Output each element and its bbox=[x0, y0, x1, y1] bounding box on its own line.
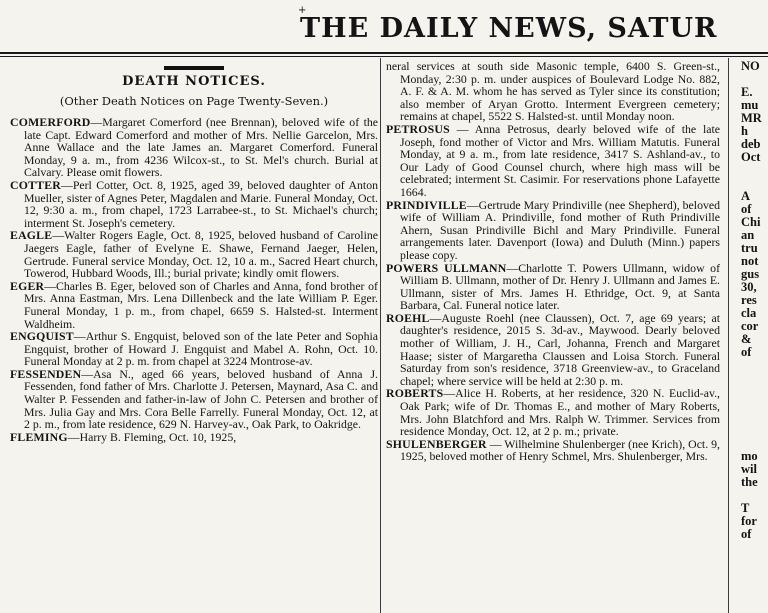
deceased-name: COMERFORD bbox=[10, 115, 91, 129]
cropped-line: mu bbox=[741, 98, 759, 112]
deceased-name: EGER bbox=[10, 278, 45, 293]
deceased-name: FLEMING bbox=[10, 429, 68, 444]
section-header-bar bbox=[164, 66, 224, 70]
column-divider-1 bbox=[380, 58, 381, 613]
cropped-line: cor bbox=[741, 319, 759, 333]
deceased-name: COTTER bbox=[10, 177, 62, 192]
deceased-name: EAGLE bbox=[10, 228, 53, 243]
cropped-line: & bbox=[741, 332, 752, 346]
cropped-line: A bbox=[741, 189, 751, 203]
notice-text: —Walter Rogers Eagle, Oct. 8, 1925, beloved husband of Caroline Jaegers Eagle, father of Evelyne E. Shawe, Fernand Jaeger, Helen, Gertrude. Funeral service Monday, Oct. 12, 10 a. m., Sacred Heart church, Towerod, Hubbard Woods, Ill.; burial private; kindly omit flowers. bbox=[24, 228, 378, 281]
cropped-line: E. bbox=[741, 85, 753, 99]
masthead-mark: + bbox=[298, 5, 307, 16]
death-notice bbox=[386, 438, 720, 463]
cropped-line: for bbox=[741, 514, 757, 528]
cropped-line: tru bbox=[741, 241, 758, 255]
newspaper-masthead: THE DAILY NEWS, SATUR bbox=[300, 13, 718, 44]
notice-text: —Charles B. Eger, beloved son of Charles and Anna, fond brother of Mrs. Anna Eastman, Mrs. Lena Dillenbeck and the late William P. Eger. Funeral Monday, 1 p. m., from chapel, 6659 S. Halsted-st. Interment Waldheim. bbox=[24, 278, 378, 331]
cropped-line: of bbox=[741, 527, 752, 541]
cropped-line bbox=[741, 385, 768, 398]
deceased-name: ENGQUIST bbox=[10, 329, 74, 344]
death-notice bbox=[10, 116, 378, 179]
notice-text: —Perl Cotter, Oct. 8, 1925, aged 39, beloved daughter of Anton Mueller, sister of Agnes Peter, Magdalen and Marie. Funeral Monday, Oct. 12, 9:30 a. m., from chapel, 1723 Larrabee-st., to St. Michael's church; interment St. Joseph's cemetery. bbox=[24, 177, 378, 230]
cropped-line: MR bbox=[741, 111, 762, 125]
cropped-line bbox=[741, 372, 768, 385]
notice-text: —Arthur S. Engquist, beloved son of the late Peter and Sophia Engquist, brother of Howard J. Engquist and Mabel A. Rohn, Oct. 10. Funeral Monday at 2 p. m. from chapel at 3224 Montrose-av. bbox=[24, 329, 378, 369]
deceased-name: PETROSUS bbox=[386, 121, 450, 136]
cropped-line: h bbox=[741, 124, 748, 138]
death-notice bbox=[10, 368, 378, 431]
cropped-line: NO bbox=[741, 60, 760, 73]
deceased-name: ROBERTS bbox=[386, 386, 444, 401]
notice-text: —Asa N., aged 66 years, beloved husband of Anna J. Fessenden, fond father of Mrs. Charlotte J. Petersen, Maynard, Asa C. and Walter P. Fessenden and father-in-law of John C. Petersen and brother of Mrs. Julia Gay and Mrs. Cora Belle Farrelly. Funeral Monday, Oct. 12, at 2 p. m., from late residence, 629 N. Harvey-av., Oak Park, to Oakridge. bbox=[24, 366, 378, 432]
notice-text: — Anna Petrosus, dearly beloved wife of the late Joseph, fond mother of Victor and Mrs. William Matutis. Funeral Monday, at 9 a. m., from late residence, 3417 S. Ashland-av., to Our Lady of Good Counsel church, where high mass will be celebrated; interment St. Casimir. For reservations phone Lafayette 1664. bbox=[400, 121, 720, 199]
deceased-name: POWERS ULLMANN bbox=[386, 260, 507, 275]
death-notice bbox=[10, 179, 378, 229]
notice-text: —Margaret Comerford (nee Brennan), beloved wife of the late Capt. Edward Comerford and mother of Mrs. Nellie Garcelon, Mrs. Anne Wallace and the late James an. Margaret Comerford. Funeral Monday, 9 a. m., from 4236 Wilcox-st., to St. Mel's church. Burial at Calvary. Please omit flowers. bbox=[24, 115, 378, 180]
notice-list-2 bbox=[386, 60, 720, 463]
death-notice bbox=[10, 431, 378, 444]
notice-list bbox=[10, 116, 378, 443]
notice-text: —Gertrude Mary Prindiville (nee Shepherd), beloved wife of William A. Prindiville, fond mother of Ruth Prindiville Ahern, Susan Prindiville Bichl and Mary Prindiville. Funeral arrangements later. Davenport (Iowa) and Duluth (Minn.) papers please copy. bbox=[400, 197, 720, 262]
column-divider-2 bbox=[728, 58, 729, 613]
death-notice bbox=[10, 229, 378, 279]
cropped-line bbox=[741, 164, 768, 177]
cropped-line: the bbox=[741, 475, 758, 489]
cropped-line: mo bbox=[741, 449, 758, 463]
deceased-name: FESSENDEN bbox=[10, 366, 82, 381]
cropped-line: of bbox=[741, 345, 752, 359]
death-notice bbox=[386, 123, 720, 199]
masthead-rule bbox=[0, 52, 768, 54]
cropped-line: res bbox=[741, 293, 757, 307]
notice-text: —Harry B. Fleming, Oct. 10, 1925, bbox=[67, 429, 237, 444]
cropped-line: Chi bbox=[741, 215, 761, 229]
notice-text: —Auguste Roehl (nee Claussen), Oct. 7, age 69 years; at daughter's residence, 2015 S. 3d-av., Maywood. Dearly beloved mother of William, J. H., Carl, Johanna, French and Margaret Haase; sister of Margaretha Claussen and Loisa Storch. Funeral Saturday from son's residence, 3718 Greenview-av., to Graceland chapel; where service will be held at 2:30 p. m. bbox=[400, 310, 720, 388]
deceased-name: PRINDIVILLE bbox=[386, 197, 467, 212]
column-notices-continued bbox=[386, 60, 720, 613]
column-death-notices bbox=[10, 60, 378, 613]
cropped-line bbox=[741, 411, 768, 424]
death-notice bbox=[10, 280, 378, 330]
cropped-line: T bbox=[741, 501, 750, 515]
cropped-line: 30, bbox=[741, 280, 757, 294]
cropped-line bbox=[741, 424, 768, 437]
death-notice bbox=[386, 312, 720, 388]
death-notice bbox=[386, 60, 720, 123]
masthead-rule-thin bbox=[0, 56, 768, 57]
notice-text: —Alice H. Roberts, at her residence, 320 N. Euclid-av., Oak Park; wife of Dr. Thomas E., and mother of Mary Roberts, Mrs. John Blatchford and Mrs. Ralph W. Trimmer. Services from residence Monday, Oct. 12, at 2 p. m.; private. bbox=[400, 386, 720, 439]
cropped-line: of bbox=[741, 202, 752, 216]
cropped-line: gus bbox=[741, 267, 760, 281]
cropped-line: Oct bbox=[741, 150, 761, 164]
cropped-line: cla bbox=[741, 306, 757, 320]
section-subtitle: (Other Death Notices on Page Twenty-Seven.) bbox=[59, 94, 329, 108]
column-cropped-edge bbox=[741, 60, 768, 613]
cropped-line bbox=[741, 359, 768, 372]
death-notice bbox=[386, 262, 720, 312]
death-notice bbox=[386, 387, 720, 437]
cropped-line: an bbox=[741, 228, 755, 242]
death-notice bbox=[386, 199, 720, 262]
cropped-line: wil bbox=[741, 462, 757, 476]
notice-text: —Charlotte T. Powers Ullmann, widow of William B. Ullmann, mother of Dr. Henry J. Ullmann and James E. Ullmann, sister of Mrs. James H. Ethridge, Oct. 9, at Santa Barbara, Cal. Funeral notice later. bbox=[400, 260, 720, 313]
notice-text: — Wilhelmine Shulenberger (nee Krich), Oct. 9, 1925, beloved mother of Henry Schmel, Mrs. Shulenberger, Mrs. bbox=[400, 436, 720, 464]
deceased-name: SHULENBERGER bbox=[386, 436, 487, 451]
section-title: DEATH NOTICES. bbox=[122, 74, 266, 89]
cropped-line bbox=[741, 398, 768, 411]
cropped-text-fragments bbox=[741, 60, 768, 541]
cropped-line: not bbox=[741, 254, 759, 268]
cropped-line: deb bbox=[741, 137, 761, 151]
deceased-name: ROEHL bbox=[386, 310, 430, 325]
death-notice bbox=[10, 330, 378, 368]
notice-text: neral services at south side Masonic temple, 6400 S. Green-st., Monday, 2:30 p. m. under auspices of Boulevard Lodge No. 882, A. F. & A. M. whom he has served as Tyler since its constitution; also member of Aryan Grotto. Interment Evergreen cemetery; remains at chapel, 5522 S. Halsted-st. until Monday noon. bbox=[386, 60, 720, 124]
